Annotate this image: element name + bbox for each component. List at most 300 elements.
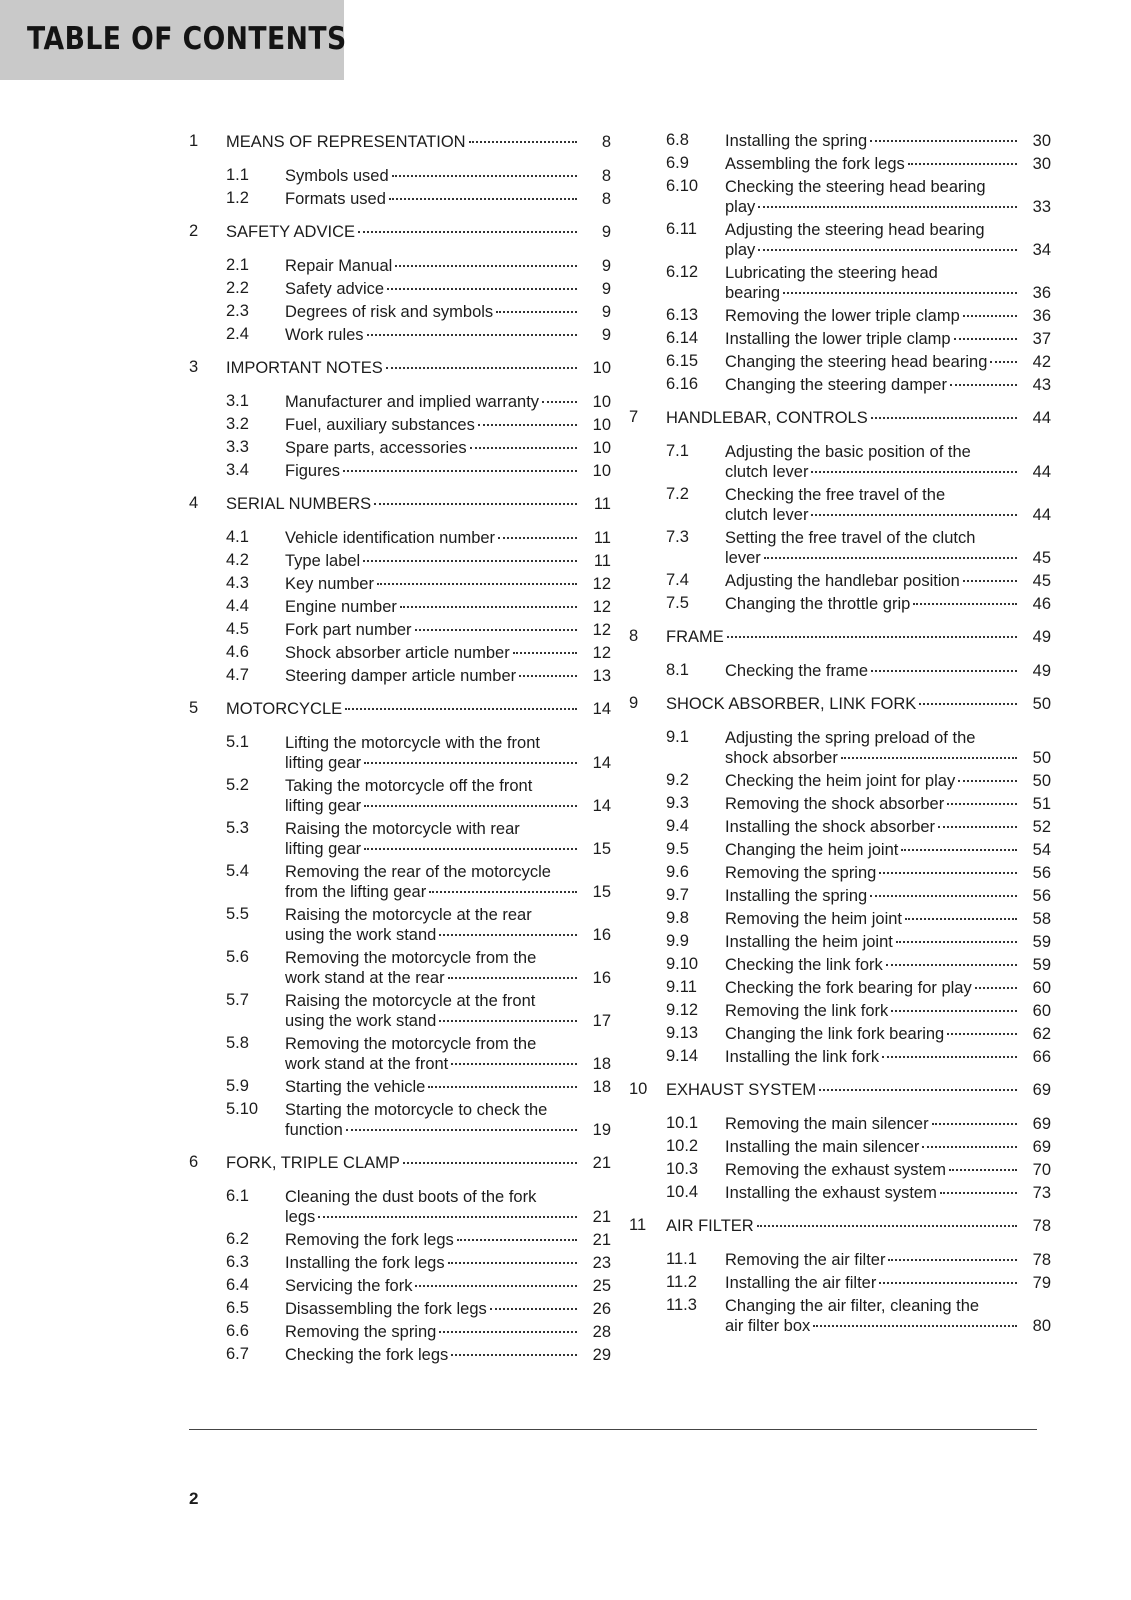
toc-page-number: 29 bbox=[592, 1346, 611, 1364]
toc-entry-line bbox=[285, 1322, 611, 1342]
toc-entry-text: bearing bbox=[725, 284, 781, 302]
toc-section-entry[interactable] bbox=[629, 728, 1051, 771]
toc-entry-line bbox=[226, 222, 611, 242]
toc-entry-number: 7.4 bbox=[666, 571, 689, 589]
toc-entry-text: using the work stand bbox=[285, 1012, 437, 1030]
page-number: 2 bbox=[189, 1489, 199, 1508]
toc-section-entry[interactable] bbox=[189, 1276, 611, 1299]
toc-entry-title bbox=[725, 177, 1051, 217]
chapter-spacer bbox=[189, 348, 611, 358]
toc-page-number: 78 bbox=[1032, 1217, 1051, 1235]
toc-entry-line bbox=[725, 1250, 1051, 1270]
toc-entry-number: 6.6 bbox=[226, 1322, 249, 1340]
dot-leader bbox=[811, 514, 1017, 516]
toc-section-entry[interactable] bbox=[629, 978, 1051, 1001]
toc-page-number: 60 bbox=[1032, 1002, 1051, 1020]
toc-entry-line bbox=[285, 925, 611, 945]
toc-section-entry[interactable] bbox=[189, 862, 611, 905]
toc-page-number: 21 bbox=[592, 1208, 611, 1226]
dot-leader bbox=[448, 977, 577, 979]
dot-leader bbox=[886, 964, 1017, 966]
toc-section-entry[interactable] bbox=[629, 485, 1051, 528]
toc-entry-number: 9.5 bbox=[666, 840, 689, 858]
dot-leader bbox=[389, 198, 577, 200]
dot-leader bbox=[901, 849, 1017, 851]
toc-entry-text: Lubricating the steering head bbox=[725, 264, 938, 282]
toc-entry-line bbox=[285, 1253, 611, 1273]
toc-section-entry[interactable] bbox=[189, 461, 611, 484]
dot-leader bbox=[415, 629, 577, 631]
toc-page-number: 25 bbox=[592, 1277, 611, 1295]
toc-section-entry[interactable] bbox=[629, 1183, 1051, 1206]
toc-entry-text: Key number bbox=[285, 575, 374, 593]
toc-entry-title bbox=[285, 1345, 611, 1365]
toc-section-entry[interactable] bbox=[629, 1114, 1051, 1137]
toc-section-entry[interactable] bbox=[629, 352, 1051, 375]
toc-chapter-entry[interactable] bbox=[189, 358, 611, 392]
toc-entry-text: Installing the shock absorber bbox=[725, 818, 936, 836]
dot-leader bbox=[950, 384, 1017, 386]
toc-entry-line bbox=[666, 408, 1051, 428]
dot-leader bbox=[758, 249, 1017, 251]
toc-entry-text: Removing the air filter bbox=[725, 1251, 886, 1269]
toc-section-entry[interactable] bbox=[189, 1034, 611, 1077]
toc-section-entry[interactable] bbox=[189, 597, 611, 620]
toc-section-entry[interactable] bbox=[189, 166, 611, 189]
toc-chapter-entry[interactable] bbox=[629, 694, 1051, 728]
toc-entry-line bbox=[725, 1160, 1051, 1180]
toc-entry-text: Steering damper article number bbox=[285, 667, 517, 685]
toc-entry-number: 6.11 bbox=[666, 220, 697, 238]
toc-section-entry[interactable] bbox=[629, 220, 1051, 263]
toc-entry-title bbox=[725, 1001, 1051, 1021]
toc-entry-title bbox=[725, 485, 1051, 525]
toc-chapter-entry[interactable] bbox=[629, 1080, 1051, 1114]
toc-section-entry[interactable] bbox=[629, 1047, 1051, 1070]
toc-page-number: 80 bbox=[1032, 1317, 1051, 1335]
toc-section-entry[interactable] bbox=[629, 131, 1051, 154]
toc-entry-number: 1 bbox=[189, 132, 199, 150]
toc-entry-title bbox=[725, 1024, 1051, 1044]
toc-entry-line bbox=[285, 839, 611, 859]
toc-entry-title bbox=[725, 661, 1051, 681]
toc-section-entry[interactable] bbox=[189, 392, 611, 415]
toc-section-entry[interactable] bbox=[629, 1296, 1051, 1339]
toc-entry-title bbox=[725, 771, 1051, 791]
toc-entry-number: 9.13 bbox=[666, 1024, 699, 1042]
dot-leader bbox=[386, 367, 577, 369]
toc-entry-text: Checking the fork legs bbox=[285, 1346, 449, 1364]
toc-entry-line bbox=[285, 279, 611, 299]
toc-section-entry[interactable] bbox=[189, 438, 611, 461]
dot-leader bbox=[963, 580, 1017, 582]
toc-entry-text: Setting the free travel of the clutch bbox=[725, 529, 976, 547]
toc-entry-line bbox=[666, 1216, 1051, 1236]
toc-section-entry[interactable] bbox=[629, 1024, 1051, 1047]
toc-section-entry[interactable] bbox=[629, 1160, 1051, 1183]
toc-section-entry[interactable] bbox=[189, 415, 611, 438]
toc-section-entry[interactable] bbox=[629, 794, 1051, 817]
toc-page-number: 79 bbox=[1032, 1274, 1051, 1292]
toc-page-number: 52 bbox=[1032, 818, 1051, 836]
dot-leader bbox=[451, 1354, 577, 1356]
toc-entry-title bbox=[725, 728, 1051, 768]
toc-entry-title bbox=[725, 955, 1051, 975]
toc-page-number: 8 bbox=[601, 190, 611, 208]
toc-section-entry[interactable] bbox=[629, 571, 1051, 594]
toc-section-entry[interactable] bbox=[189, 776, 611, 819]
toc-section-entry[interactable] bbox=[629, 1250, 1051, 1273]
toc-entry-line bbox=[725, 728, 1051, 748]
dot-leader bbox=[947, 803, 1017, 805]
toc-entry-text: EXHAUST SYSTEM bbox=[666, 1081, 817, 1099]
toc-section-entry[interactable] bbox=[629, 1137, 1051, 1160]
toc-entry-number: 9.6 bbox=[666, 863, 689, 881]
toc-entry-number: 6.5 bbox=[226, 1299, 249, 1317]
toc-entry-number: 9.4 bbox=[666, 817, 689, 835]
toc-section-entry[interactable] bbox=[189, 1345, 611, 1368]
toc-entry-title bbox=[285, 1322, 611, 1342]
toc-entry-text: Removing the motorcycle from the bbox=[285, 949, 537, 967]
toc-entry-number: 4.6 bbox=[226, 643, 249, 661]
toc-chapter-entry[interactable] bbox=[189, 494, 611, 528]
toc-entry-line bbox=[226, 494, 611, 514]
toc-section-entry[interactable] bbox=[189, 325, 611, 348]
toc-entry-line bbox=[725, 1137, 1051, 1157]
toc-entry-title bbox=[725, 1296, 1051, 1336]
toc-page-number: 33 bbox=[1032, 198, 1051, 216]
toc-entry-text: MOTORCYCLE bbox=[226, 700, 343, 718]
toc-page-number: 23 bbox=[592, 1254, 611, 1272]
dot-leader bbox=[470, 447, 577, 449]
toc-page-number: 37 bbox=[1032, 330, 1051, 348]
toc-entry-line bbox=[725, 329, 1051, 349]
dot-leader bbox=[343, 470, 577, 472]
toc-section-entry[interactable] bbox=[189, 643, 611, 666]
toc-entry-text: work stand at the front bbox=[285, 1055, 449, 1073]
dot-leader bbox=[908, 163, 1017, 165]
toc-section-entry[interactable] bbox=[189, 733, 611, 776]
toc-section-entry[interactable] bbox=[189, 551, 611, 574]
toc-entry-line bbox=[285, 1120, 611, 1140]
toc-entry-text: lifting gear bbox=[285, 840, 362, 858]
toc-section-entry[interactable] bbox=[189, 256, 611, 279]
toc-entry-number: 6.14 bbox=[666, 329, 699, 347]
toc-entry-line bbox=[725, 594, 1051, 614]
toc-section-entry[interactable] bbox=[189, 1187, 611, 1230]
toc-entry-title bbox=[285, 256, 611, 276]
dot-leader bbox=[922, 1146, 1017, 1148]
dot-leader bbox=[457, 1239, 577, 1241]
toc-section-entry[interactable] bbox=[189, 528, 611, 551]
toc-entry-title bbox=[725, 794, 1051, 814]
toc-entry-line bbox=[725, 748, 1051, 768]
toc-entry-number: 2 bbox=[189, 222, 199, 240]
dot-leader bbox=[377, 583, 577, 585]
toc-entry-text: play bbox=[725, 198, 756, 216]
toc-entry-text: Removing the main silencer bbox=[725, 1115, 929, 1133]
dot-leader bbox=[345, 708, 577, 710]
dot-leader bbox=[891, 1010, 1017, 1012]
toc-page-number: 14 bbox=[592, 797, 611, 815]
toc-entry-number: 7.2 bbox=[666, 485, 689, 503]
toc-page-number: 69 bbox=[1032, 1138, 1051, 1156]
toc-page-number: 9 bbox=[601, 280, 611, 298]
toc-entry-line bbox=[725, 220, 1051, 240]
toc-page-number: 78 bbox=[1032, 1251, 1051, 1269]
toc-entry-title bbox=[725, 263, 1051, 303]
toc-section-entry[interactable] bbox=[189, 948, 611, 991]
dot-leader bbox=[364, 805, 577, 807]
toc-section-entry[interactable] bbox=[189, 279, 611, 302]
toc-entry-text: Changing the steering damper bbox=[725, 376, 947, 394]
toc-entry-number: 5.2 bbox=[226, 776, 249, 794]
toc-column-left bbox=[189, 132, 611, 1368]
dot-leader bbox=[498, 537, 577, 539]
toc-section-entry[interactable] bbox=[629, 840, 1051, 863]
toc-entry-title bbox=[285, 666, 611, 686]
toc-page-number: 30 bbox=[1032, 132, 1051, 150]
toc-entry-line bbox=[285, 1207, 611, 1227]
toc-section-entry[interactable] bbox=[629, 955, 1051, 978]
toc-page-number: 10 bbox=[592, 359, 611, 377]
toc-entry-text: Checking the steering head bearing bbox=[725, 178, 986, 196]
toc-entry-title bbox=[285, 1276, 611, 1296]
toc-chapter-entry[interactable] bbox=[189, 699, 611, 733]
toc-section-entry[interactable] bbox=[189, 1253, 611, 1276]
header-bar bbox=[0, 0, 347, 80]
chapter-spacer bbox=[189, 689, 611, 699]
chapter-spacer bbox=[189, 484, 611, 494]
toc-section-entry[interactable] bbox=[189, 1077, 611, 1100]
toc-entry-text: Installing the lower triple clamp bbox=[725, 330, 951, 348]
toc-page-number: 12 bbox=[592, 598, 611, 616]
toc-page-number: 9 bbox=[601, 326, 611, 344]
dot-leader bbox=[958, 780, 1017, 782]
toc-entry-title bbox=[285, 325, 611, 345]
page-title: TABLE OF CONTENTS bbox=[27, 21, 347, 57]
footer-divider bbox=[189, 1429, 1037, 1430]
toc-chapter-entry[interactable] bbox=[189, 1153, 611, 1187]
toc-entry-line bbox=[226, 358, 611, 378]
toc-page-number: 17 bbox=[592, 1012, 611, 1030]
toc-page-number: 44 bbox=[1032, 409, 1051, 427]
toc-section-entry[interactable] bbox=[189, 302, 611, 325]
toc-entry-title bbox=[725, 817, 1051, 837]
toc-section-entry[interactable] bbox=[629, 263, 1051, 306]
toc-section-entry[interactable] bbox=[629, 1001, 1051, 1024]
toc-entry-line bbox=[725, 955, 1051, 975]
toc-entry-line bbox=[285, 1299, 611, 1319]
toc-entry-text: Checking the heim joint for play bbox=[725, 772, 956, 790]
toc-entry-number: 5.3 bbox=[226, 819, 249, 837]
toc-entry-line bbox=[725, 661, 1051, 681]
toc-page-number: 69 bbox=[1032, 1115, 1051, 1133]
toc-section-entry[interactable] bbox=[629, 154, 1051, 177]
dot-leader bbox=[954, 338, 1017, 340]
toc-section-entry[interactable] bbox=[629, 932, 1051, 955]
toc-entry-title bbox=[226, 132, 611, 152]
toc-entry-line bbox=[725, 771, 1051, 791]
toc-entry-line bbox=[725, 263, 1051, 283]
toc-entry-line bbox=[285, 551, 611, 571]
toc-entry-text: Changing the air filter, cleaning the bbox=[725, 1297, 980, 1315]
dot-leader bbox=[963, 315, 1017, 317]
toc-entry-text: Spare parts, accessories bbox=[285, 439, 467, 457]
toc-chapter-entry[interactable] bbox=[189, 132, 611, 166]
toc-entry-line bbox=[725, 817, 1051, 837]
toc-entry-title bbox=[666, 1216, 1051, 1236]
toc-page-number: 50 bbox=[1032, 749, 1051, 767]
toc-section-entry[interactable] bbox=[189, 1299, 611, 1322]
toc-entry-text: MEANS OF REPRESENTATION bbox=[226, 133, 466, 151]
chapter-spacer bbox=[189, 212, 611, 222]
toc-section-entry[interactable] bbox=[189, 1230, 611, 1253]
toc-entry-line bbox=[285, 597, 611, 617]
toc-entry-text: Raising the motorcycle with rear bbox=[285, 820, 520, 838]
toc-entry-text: Type label bbox=[285, 552, 361, 570]
toc-entry-text: Symbols used bbox=[285, 167, 389, 185]
toc-entry-text: lever bbox=[725, 549, 761, 567]
toc-entry-text: Disassembling the fork legs bbox=[285, 1300, 487, 1318]
toc-entry-text: AIR FILTER bbox=[666, 1217, 754, 1235]
toc-entry-text: Shock absorber article number bbox=[285, 644, 510, 662]
dot-leader bbox=[841, 757, 1017, 759]
toc-page-number: 56 bbox=[1032, 887, 1051, 905]
toc-chapter-entry[interactable] bbox=[629, 1216, 1051, 1250]
toc-page-number: 14 bbox=[592, 700, 611, 718]
toc-chapter-entry[interactable] bbox=[629, 408, 1051, 442]
toc-page-number: 13 bbox=[592, 667, 611, 685]
toc-entry-line bbox=[285, 733, 611, 753]
dot-leader bbox=[783, 292, 1017, 294]
toc-section-entry[interactable] bbox=[629, 177, 1051, 220]
toc-entry-title bbox=[725, 886, 1051, 906]
toc-entry-title bbox=[285, 392, 611, 412]
toc-section-entry[interactable] bbox=[189, 819, 611, 862]
toc-entry-line bbox=[725, 794, 1051, 814]
toc-entry-line bbox=[285, 325, 611, 345]
toc-section-entry[interactable] bbox=[629, 1273, 1051, 1296]
toc-section-entry[interactable] bbox=[629, 594, 1051, 617]
toc-page-number: 9 bbox=[601, 257, 611, 275]
toc-entry-title bbox=[285, 551, 611, 571]
toc-section-entry[interactable] bbox=[189, 1322, 611, 1345]
chapter-spacer bbox=[629, 617, 1051, 627]
toc-entry-line bbox=[285, 753, 611, 773]
toc-entry-number: 9.7 bbox=[666, 886, 689, 904]
toc-entry-text: Adjusting the basic position of the bbox=[725, 443, 971, 461]
toc-page-number: 60 bbox=[1032, 979, 1051, 997]
toc-entry-line bbox=[285, 1100, 611, 1120]
toc-entry-text: Starting the vehicle bbox=[285, 1078, 426, 1096]
toc-entry-number: 4.5 bbox=[226, 620, 249, 638]
toc-section-entry[interactable] bbox=[189, 905, 611, 948]
toc-section-entry[interactable] bbox=[629, 375, 1051, 398]
toc-page-number: 16 bbox=[592, 926, 611, 944]
toc-entry-text: Installing the air filter bbox=[725, 1274, 877, 1292]
toc-section-entry[interactable] bbox=[189, 991, 611, 1034]
toc-page-number: 46 bbox=[1032, 595, 1051, 613]
toc-section-entry[interactable] bbox=[189, 666, 611, 689]
toc-entry-title bbox=[725, 1047, 1051, 1067]
toc-entry-line bbox=[725, 306, 1051, 326]
toc-chapter-entry[interactable] bbox=[189, 222, 611, 256]
toc-entry-text: air filter box bbox=[725, 1317, 811, 1335]
toc-entry-number: 9.11 bbox=[666, 978, 697, 996]
toc-section-entry[interactable] bbox=[629, 661, 1051, 684]
toc-section-entry[interactable] bbox=[629, 817, 1051, 840]
dot-leader bbox=[415, 1285, 577, 1287]
toc-section-entry[interactable] bbox=[189, 189, 611, 212]
toc-section-entry[interactable] bbox=[189, 620, 611, 643]
dot-leader bbox=[813, 1325, 1017, 1327]
toc-entry-line bbox=[725, 978, 1051, 998]
toc-page-number: 10 bbox=[592, 439, 611, 457]
toc-entry-text: using the work stand bbox=[285, 926, 437, 944]
toc-page-number: 62 bbox=[1032, 1025, 1051, 1043]
toc-section-entry[interactable] bbox=[629, 909, 1051, 932]
dot-leader bbox=[478, 424, 577, 426]
toc-section-entry[interactable] bbox=[189, 574, 611, 597]
toc-entry-number: 9 bbox=[629, 694, 639, 712]
toc-entry-line bbox=[285, 392, 611, 412]
toc-section-entry[interactable] bbox=[629, 528, 1051, 571]
toc-entry-text: Formats used bbox=[285, 190, 386, 208]
dot-leader bbox=[905, 918, 1017, 920]
dot-leader bbox=[932, 1123, 1017, 1125]
toc-entry-number: 3.4 bbox=[226, 461, 249, 479]
toc-entry-number: 6.13 bbox=[666, 306, 699, 324]
toc-page-number: 59 bbox=[1032, 956, 1051, 974]
toc-entry-line bbox=[725, 840, 1051, 860]
toc-entry-number: 9.8 bbox=[666, 909, 689, 927]
toc-entry-number: 6.1 bbox=[226, 1187, 249, 1205]
toc-section-entry[interactable] bbox=[189, 1100, 611, 1143]
toc-page-number: 34 bbox=[1032, 241, 1051, 259]
toc-section-entry[interactable] bbox=[629, 886, 1051, 909]
toc-entry-text: Changing the heim joint bbox=[725, 841, 899, 859]
toc-section-entry[interactable] bbox=[629, 306, 1051, 329]
dot-leader bbox=[490, 1308, 577, 1310]
toc-entry-title bbox=[725, 306, 1051, 326]
toc-entry-text: Installing the spring bbox=[725, 132, 868, 150]
toc-section-entry[interactable] bbox=[629, 771, 1051, 794]
toc-entry-text: legs bbox=[285, 1208, 316, 1226]
toc-entry-number: 6.3 bbox=[226, 1253, 249, 1271]
dot-leader bbox=[318, 1216, 577, 1218]
toc-entry-number: 10.1 bbox=[666, 1114, 699, 1132]
toc-entry-title bbox=[285, 733, 611, 773]
toc-entry-text: Removing the link fork bbox=[725, 1002, 889, 1020]
toc-chapter-entry[interactable] bbox=[629, 627, 1051, 661]
toc-entry-text: shock absorber bbox=[725, 749, 838, 767]
toc-entry-text: Adjusting the spring preload of the bbox=[725, 729, 976, 747]
dot-leader bbox=[392, 175, 577, 177]
toc-entry-number: 11 bbox=[629, 1216, 647, 1234]
toc-entry-text: Checking the frame bbox=[725, 662, 869, 680]
toc-page-number: 10 bbox=[592, 393, 611, 411]
toc-entry-text: SHOCK ABSORBER, LINK FORK bbox=[666, 695, 917, 713]
toc-section-entry[interactable] bbox=[629, 863, 1051, 886]
toc-section-entry[interactable] bbox=[629, 442, 1051, 485]
dot-leader bbox=[448, 1262, 577, 1264]
toc-page-number: 54 bbox=[1032, 841, 1051, 859]
dot-leader bbox=[938, 826, 1017, 828]
toc-page-number: 49 bbox=[1032, 662, 1051, 680]
toc-section-entry[interactable] bbox=[629, 329, 1051, 352]
toc-entry-title bbox=[226, 358, 611, 378]
